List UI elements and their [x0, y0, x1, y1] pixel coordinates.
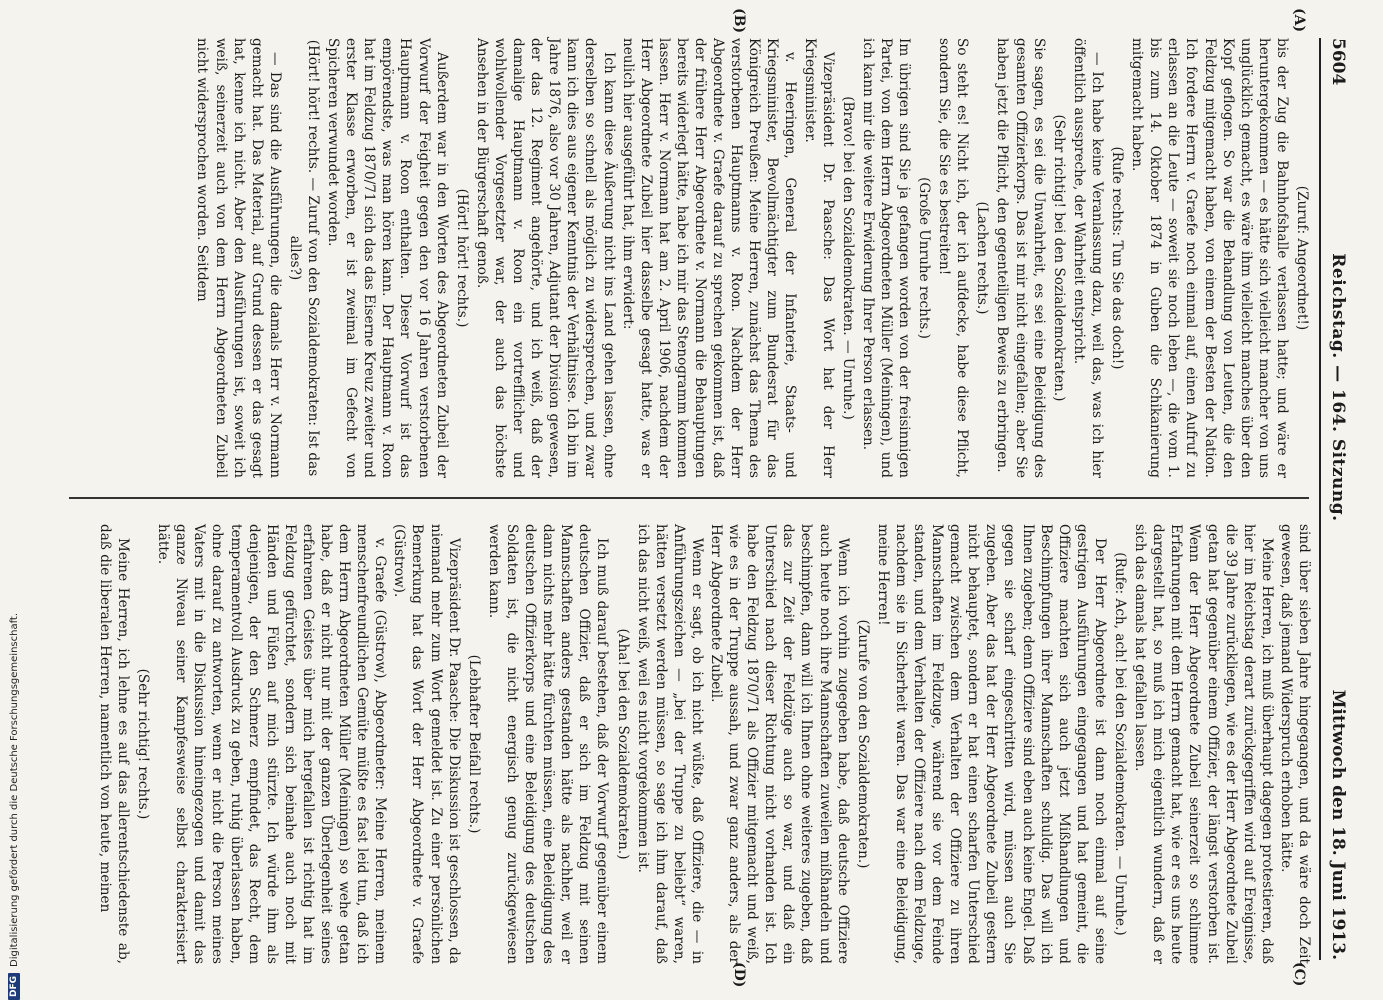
interjection: (Lachen rechts.): [974, 201, 991, 315]
paragraph: Außerdem war in den Worten des Abgeordneten Zubeil der Vorwurf der Feigheit gegen den vor 16 Jahren verstorbenen Hauptmann v. Roon enthalten. Dieser Vorwurf ist das empörendste, was man hören kann. Der Hauptmann v. Roon hat im Feldzug 1870/71 sich das das Eiserne Kreuz zweiter und erster Klasse erworben, er ist zweimal im Gefecht von Spicheren verwundet worden.: [325, 38, 450, 478]
footer-credit: [4, 0, 24, 1000]
paragraph: Wenn er sagt, ob ich nicht wüßte, daß Offiziere, die — in Anführungszeichen — „bei der Truppe zu beliebt“ waren, hätten versetzt werden müssen, so sage ich ihm darauf, daß ich das nicht weiß, weil es nicht vorgekommen ist.: [634, 524, 705, 964]
paragraph: Meine Herren, ich muß überhaupt dagegen protestieren, daß hier im Reichstag derart zurückgegriffen wird auf Ereignisse, die 39 Jahre zurückliegen, wie es der Herr Abgeordnete Zubeil getan hat gegenüber einem Offizier, der längst verstorben ist. Wenn der Herr Abgeordnete Zubeil seinerzeit so schlimme Erfahrungen mit dem Herrn gemacht hat, wie er es uns heute dargestellt hat, so muß ich mich eigentlich wundern, daß er sich das damals hat gefallen lassen.: [1132, 524, 1275, 964]
footer-text: Digitalisierung gefördert durch die Deutsche Forschungsgemeinschaft.: [8, 612, 20, 967]
interjection: (Zurufe von den Sozialdemokraten.): [854, 619, 871, 869]
paragraph: — Das sind die Ausführungen, die damals Herr v. Normann gemacht hat. Das Material, auf Grund dessen er das gesagt hat, kenne ich nicht. Aber den Ausführungen ist, soweit ich weiß, seinerzeit auch von dem Herrn Abgeordneten Zubeil nicht widersprochen worden. Seitdem: [194, 38, 283, 478]
paragraph: Ich muß darauf bestehen, daß der Vorwurf gegenüber einem deutschen Offizier, daß er sich im Feldzug mit seinen Mannschaften anders gestanden hätte als nachher, weil er dann nichts mehr hätte fürchten müssen, eine Beleidigung des deutschen Offizierkorps und eine Beleidigung des deutschen Soldaten ist, die nicht energisch genug zurückgewiesen werden kann.: [485, 524, 611, 964]
column-divider: [69, 497, 1309, 499]
interjection: (Lebhafter Beifall rechts.): [465, 654, 482, 834]
paragraph: Vizepräsident Dr. Paasche: Die Diskussion ist geschlossen, da niemand mehr zum Wort gemeldet ist. Zu einer persönlichen Bemerkung hat das Wort der Herr Abgeordnete v. Graefe (Güstrow).: [391, 524, 462, 964]
paragraph: — Ich habe keine Veranlassung dazu, weil das, was ich hier öffentlich ausspreche, der Wahrheit entspricht.: [1070, 38, 1105, 478]
session-title: Reichstag. — 164. Sitzung.: [1328, 253, 1348, 522]
paragraph: Sie sagen, es sei die Unwahrheit, es sei eine Beleidigung des gesamten Offizierkorps. Das ist mir nicht eingefallen; aber Sie haben jetzt die Pflicht, den gegenteiligen Beweis zu erbringen.: [994, 38, 1047, 478]
interjection: (Rufe: Ach, ach! bei den Sozialdemokraten. — Unruhe.): [1112, 552, 1129, 936]
right-column: [95, 524, 1313, 964]
page-header: [1319, 38, 1355, 960]
interjection: (Bravo! bei den Sozialdemokraten. — Unruhe.): [839, 96, 856, 420]
page-number: 5604: [1328, 38, 1348, 86]
interjection: (Sehr richtig! bei den Sozialdemokraten.): [1050, 114, 1067, 402]
margin-mark-b: (B): [731, 8, 747, 34]
paragraph: Meine Herren, ich lehne es auf das allerentschiedenste ab, daß die liberalen Herren, namentlich von heute, meinen: [96, 524, 131, 964]
paragraph: v. Graefe (Güstrow), Abgeordneter: Meine Herren, meinem menschenfreundlichen Gemüte müßte es fast leid tun, daß ich dem Herrn Abgeordneten Müller (Meiningen) so wehe getan habe, daß er nicht nur mit der ganzen Überlegenheit seines erfahrenen Geistes über mich hergefallen ist richtig hat im Feldzug gefürchtet, sondern sich beinahe auch noch mit Händen und Füßen auf mich stürzte. Ich würde ihm als denjenigen, der den Schmerz empfindet, das Recht, dem temperamentvoll Ausdruck zu geben, ruhig überlassen haben, ohne darauf zu antworten, wenn er nicht die Person meines Vaters mit in die Diskussion hineingezogen und damit das ganze Niveau seiner Kampfesweise selbst charakterisiert hätte.: [155, 524, 389, 964]
dfg-logo: DFG: [8, 973, 20, 1000]
paragraph: Wenn ich vorhin zugegeben habe, daß deutsche Offiziere auch heute noch ihre Mannschaften zuweilen mißhandeln und beschimpfen, dann will ich Ihnen ohne weiteres zugeben, daß das zur Zeit der Feldzüge auch so war, und daß ein Unterschied nach dieser Richtung nicht vorhanden ist. Ich habe den Feldzug 1870/71 als Offizier mitgemacht und weiß, wie es in der Truppe aussah, und zwar ganz anders, als der Herr Abgeordnete Zubeil.: [708, 524, 851, 964]
paragraph: v. Heeringen, General der Infanterie, Staats- und Kriegsminister, Bevollmächtigter zum Bundesrat für das Königreich Preußen: Meine Herren, zunächst das Thema des verstorbenen Hauptmanns v. Roon. Nachdem der Herr Abgeordnete v. Graefe darauf zu sprechen gekommen ist, daß der frühere Herr Abgeordnete v. Normann die Behauptungen bereits widerlegt hätte, habe ich mir das Stenogramm kommen lassen. Herr v. Normann hat am 2. April 1906, nachdem der Herr Abgeordnete Zubeil hier dasselbe gesagt hatte, was er neulich hier ausgeführt hat, ihm erwidert:: [619, 38, 799, 478]
paragraph: Im übrigen sind Sie ja gefangen worden von der freisinnigen Partei, von dem Herrn Abgeordneten Müller (Meiningen), und ich kann mir die weitere Erwiderung Ihrer Person erlassen.: [859, 38, 913, 478]
interjection: (Hört! hört! rechts. — Zuruf von den Sozialdemokraten: Ist das alles?): [286, 39, 322, 477]
margin-mark-a: (A): [1291, 8, 1307, 33]
paragraph: Ich kann diese Äußerung nicht ins Land gehen lassen, ohne derselben so schnell als möglich zu widersprechen, und zwar kann ich dies aus eigener Kenntnis der Verhältnisse. Ich bin im Jahre 1876, also vor 30 Jahren, Adjutant der Division gewesen, der das 12. Regiment angehörte, und ich weiß, daß der damalige Hauptmann v. Roon ein vortrefflicher und wohlwollender Vorgesetzter war, der auch das höchste Ansehen in der Bürgerschaft genoß.: [473, 38, 617, 478]
paragraph: Vizepräsident Dr. Paasche: Das Wort hat der Herr Kriegsminister.: [801, 38, 836, 478]
interjection: (Aha! bei den Sozialdemokraten.): [614, 628, 631, 860]
left-column: [192, 38, 1313, 478]
paragraph: bis der Zug die Bahnhofshalle verlassen hatte; und wäre er heruntergekommen — es hätte sich vielleicht mancher von uns unglücklich gemacht, es wäre ihm vielleicht manches über den Kopf geflogen. So war die Behandlung von Leuten, die den Feldzug mitgemacht haben, von einem der Besten der Nation. Ich fordere Herrn v. Graefe noch einmal auf, einen Aufruf zu erlassen an die Leute — soweit sie noch leben —, die vom 1. bis zum 14. Oktober 1874 in Guben die Schikanierung mitgemacht haben.: [1129, 38, 1290, 478]
paragraph: sind über sieben Jahre hingegangen, und da wäre doch Zeit gewesen, daß jemand Widerspruch erhoben hätte.: [1277, 524, 1312, 964]
interjection: (Sehr richtig! rechts.): [135, 668, 152, 820]
interjection: (Große Unruhe rechts.): [916, 177, 933, 339]
margin-mark-c: (C): [1291, 962, 1307, 987]
paragraph: Der Herr Abgeordnete ist dann noch einmal auf seine gestrigen Ausführungen eingegangen und hat gemeint, die Offiziere machten sich auch jetzt Mißhandlungen und Beschimpfungen ihrer Mannschaften schuldig. Das will ich Ihnen zugeben; denn Offiziere sind eben auch keine Engel. Daß gegen sie scharf eingeschritten wird, müssen auch Sie zugeben. Aber das hat der Herr Abgeordnete Zubeil gestern nicht behauptet, sondern er hat einen scharfen Unterschied gemacht zwischen dem Verhalten der Offiziere zu ihren Mannschaften im Feldzuge, während sie vor dem Feinde standen, und dem Verhalten der Offiziere nach dem Feldzuge, nachdem sie in Sicherheit waren. Das war eine Beleidigung, meine Herren!: [874, 524, 1108, 964]
session-date: Mittwoch den 18. Juni 1913.: [1328, 689, 1348, 960]
interjection: (Zuruf: Angeordnet!): [1294, 185, 1310, 331]
margin-mark-d: (D): [731, 962, 747, 988]
interjection: (Rufe rechts: Tun Sie das doch!): [1109, 146, 1126, 370]
paragraph: So steht es! Nicht ich, der ich aufdecke, habe diese Pflicht, sondern Sie, die Sie es bestreiten!: [936, 38, 971, 478]
interjection: (Hört! hört! rechts.): [453, 188, 470, 328]
